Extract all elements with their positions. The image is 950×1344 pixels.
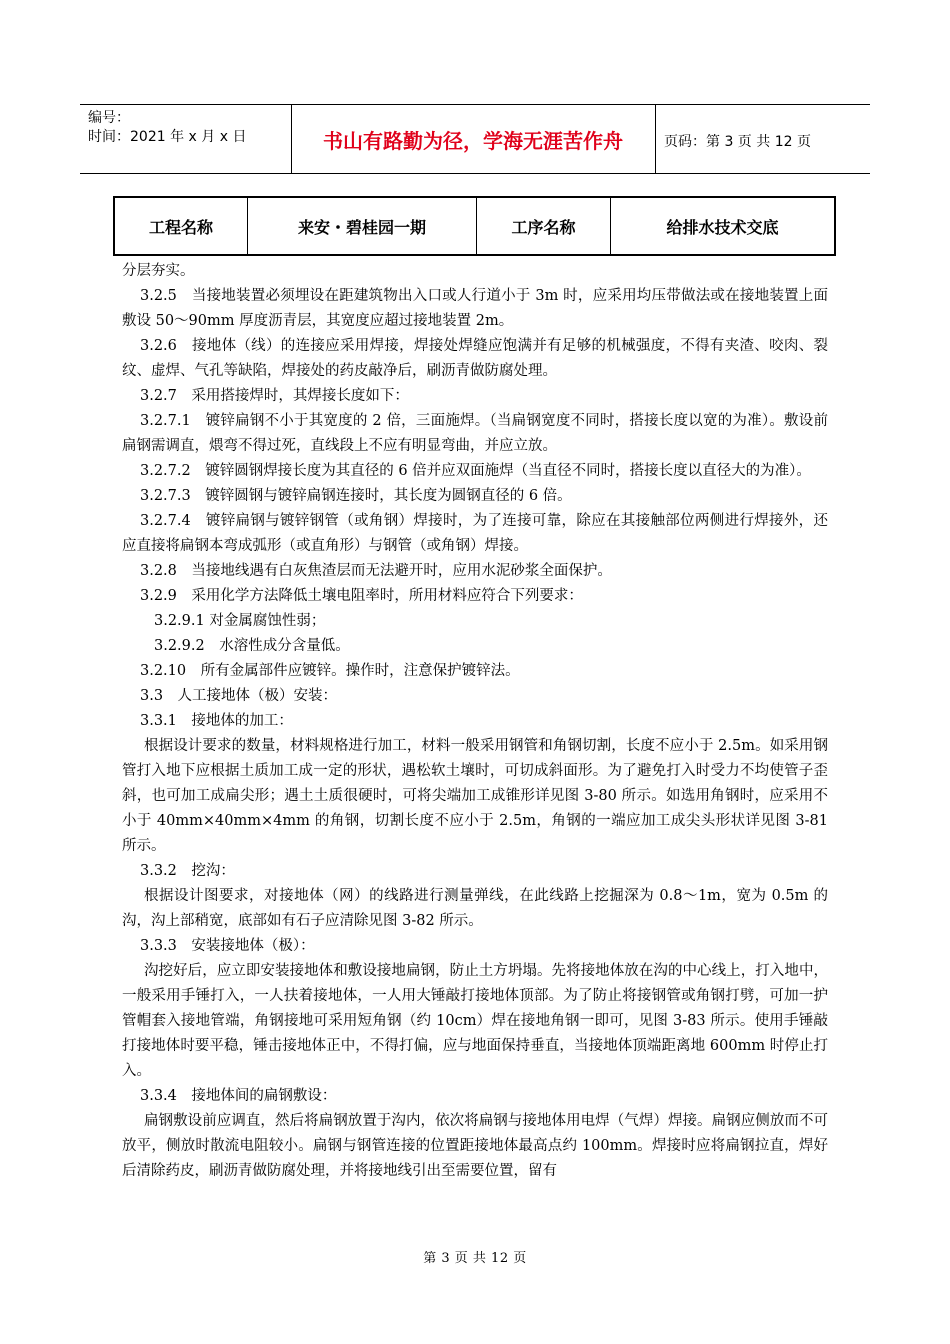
paragraph: 3.3.4 接地体间的扁钢敷设： [140,1088,337,1104]
project-name-value: 来安・碧桂园一期 [248,198,477,254]
paragraph: 3.2.7 采用搭接焊时，其焊接长度如下： [140,388,409,404]
page-footer: 第 3 页 共 12 页 [423,1251,527,1266]
document-body [122,259,828,1184]
paragraph: 3.2.7.3 镀锌圆钢与镀锌扁钢连接时，其长度为圆钢直径的 6 倍。 [140,488,572,504]
paragraph: 根据设计要求的数量，材料规格进行加工，材料一般采用钢管和角钢切割，长度不应小于 2.5m。如采用钢管打入地下应根据土质加工成一定的形状，遇松软土壤时，可切成斜面形。为了避免打入时受力不均使管子歪斜，也可加工成扁尖形；遇土土质很硬时，可将尖端加工成锥形详见图 3-80 所示。如选用角钢时，应采用不小于 40mm×40mm×4mm 的角钢，切割长度不应小于 2.5m，角钢的一端应加工成尖头形状详见图 3-81 所示。 [122,738,828,854]
paragraph: 3.2.9.2 水溶性成分含量低。 [154,638,350,654]
header-motto: 书山有路勤为径，学海无涯苦作舟 [323,128,623,153]
process-name-value: 给排水技术交底 [666,217,779,237]
document-time-label: 时间：2021 年 x 月 x 日 [88,129,247,145]
paragraph: 分层夯实。 [122,263,195,279]
paragraph: 沟挖好后，应立即安装接地体和敷设接地扁钢，防止土方坍塌。先将接地体放在沟的中心线上，打入地中，一般采用手锤打入，一人扶着接地体，一人用大锤敲打接地体顶部。为了防止将接钢管或角钢打劈，可加一护管帽套入接地管端，角钢接地可采用短角钢（约 10cm）焊在接地角钢一即可，见图 3-83 所示。使用手锤敲打接地体时要平稳，锤击接地体正中，不得打偏，应与地面保持垂直，当接地体顶端距离地 600mm 时停止打入。 [122,963,828,1079]
paragraph: 3.2.7.4 镀锌扁钢与镀锌钢管（或角钢）焊接时，为了连接可靠，除应在其接触部位两侧进行焊接外，还应直接将扁钢本弯成弧形（或直角形）与钢管（或角钢）焊接。 [122,513,828,554]
paragraph: 3.3.2 挖沟： [140,863,235,879]
paragraph: 3.2.8 当接地线遇有白灰焦渣层而无法避开时，应用水泥砂浆全面保护。 [140,563,612,579]
paragraph: 3.2.9.1 对金属腐蚀性弱； [154,613,326,629]
document-number-label: 编号： [88,110,130,126]
paragraph: 3.2.7.1 镀锌扁钢不小于其宽度的 2 倍，三面施焊。（当扁钢宽度不同时，搭接长度以宽的为准）。敷设前扁钢需调直，煨弯不得过死，直线段上不应有明显弯曲，并应立放。 [122,413,828,454]
section-heading: 3.3 人工接地体（极）安装： [140,688,338,704]
project-info-table [113,196,836,256]
project-name-label: 工程名称 [115,198,248,254]
paragraph: 3.3.1 接地体的加工： [140,713,293,729]
paragraph: 3.2.7.2 镀锌圆钢焊接长度为其直径的 6 倍并应双面施焊（当直径不同时，搭接长度以直径大的为准）。 [140,463,811,479]
paragraph: 3.2.5 当接地装置必须埋设在距建筑物出入口或人行道小于 3m 时，应采用均压带做法或在接地装置上面敷设 50～90mm 厚度沥青层，其宽度应超过接地装置 2m。 [122,288,828,329]
header-page-number: 页码：第 3 页 共 12 页 [664,134,811,150]
header-meta [88,109,288,147]
paragraph: 3.2.6 接地体（线）的连接应采用焊接，焊接处焊缝应饱满并有足够的机械强度，不得有夹渣、咬肉、裂纹、虚焊、气孔等缺陷，焊接处的药皮敲净后，刷沥青做防腐处理。 [122,338,828,379]
process-name-label: 工序名称 [477,198,611,254]
header-divider [655,105,656,173]
paragraph: 3.3.3 安装接地体（极）： [140,938,315,954]
paragraph: 扁钢敷设前应调直，然后将扁钢放置于沟内，依次将扁钢与接地体用电焊（气焊）焊接。扁钢应侧放而不可放平，侧放时散流电阻较小。扁钢与钢管连接的位置距接地体最高点约 100mm。焊接时应将扁钢拉直，焊好后清除药皮，刷沥青做防腐处理，并将接地线引出至需要位置，留有 [122,1113,828,1179]
paragraph: 3.2.9 采用化学方法降低土壤电阻率时，所用材料应符合下列要求： [140,588,583,604]
page-header [80,104,870,174]
paragraph: 3.2.10 所有金属部件应镀锌。操作时，注意保护镀锌法。 [140,663,520,679]
paragraph: 根据设计图要求，对接地体（网）的线路进行测量弹线，在此线路上挖掘深为 0.8～1m，宽为 0.5m 的沟，沟上部稍宽，底部如有石子应清除见图 3-82 所示。 [122,888,828,929]
